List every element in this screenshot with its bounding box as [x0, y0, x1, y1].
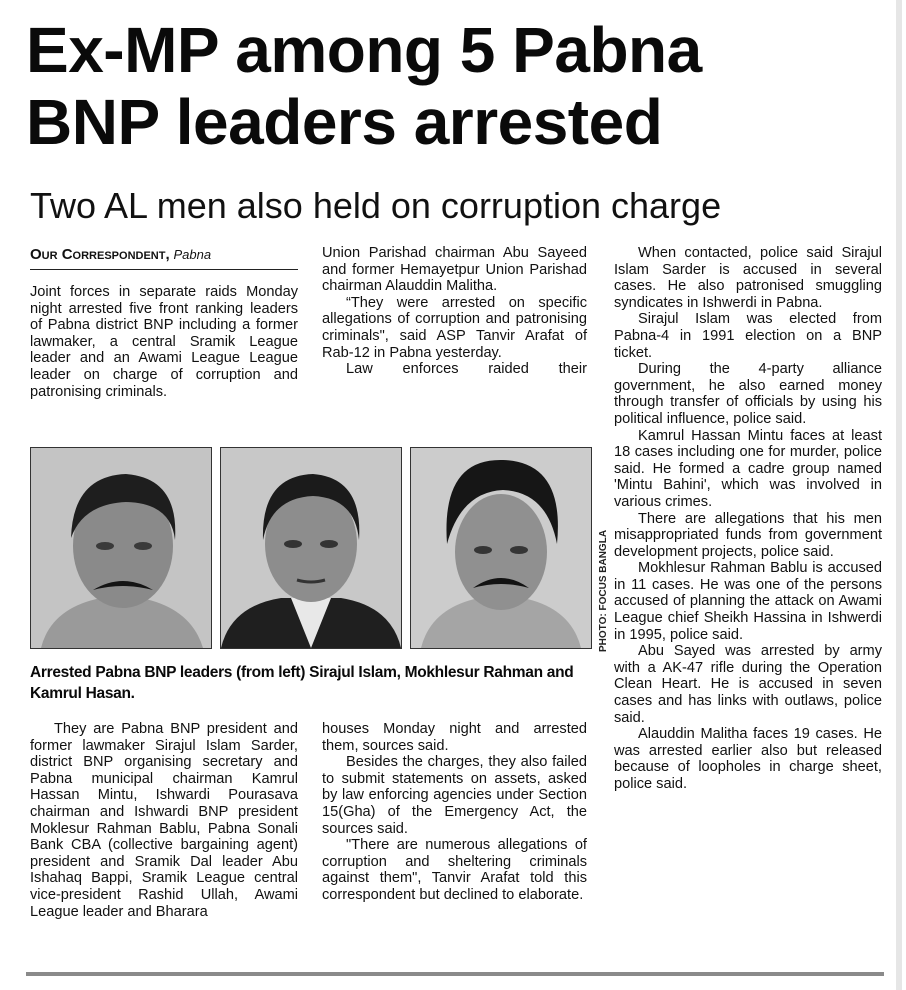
col1-bottom-paragraph: They are Pabna BNP president and former lawmaker Sirajul Islam Sarder, district BNP organising secretary and Pabna municipal chairman Kamrul Hassan Mintu, Ishwardi Pourasava chairman and Ishwardi BNP president Moklesur Rahman Bablu, Pabna Sonali Bank CBA (collective bargaining agent) president and Sramik Dal leader Abu Ishahaq Bappi, Sramik League central vice-president Rashid Ullah, Awami League leader and Bharara [30, 721, 298, 920]
byline [30, 245, 298, 270]
byline-author: Our Correspondent, [30, 246, 170, 263]
col3-paragraph-5: There are allegations that his men misappropriated funds from government development projects, police said. [614, 510, 882, 560]
intro-column [30, 284, 298, 400]
photo-mokhlesur-rahman [220, 447, 402, 649]
col2-top-paragraph-2: “They were arrested on specific allegations of corruption and patronising criminals", said ASP Tanvir Arafat of Rab-12 in Pabna yesterday. [322, 294, 587, 361]
column-3 [614, 245, 882, 793]
col2-top-paragraph-3: Law enforces raided their [346, 361, 587, 378]
photo-sirajul-islam [30, 447, 212, 649]
col2-bottom-paragraph-2: Besides the charges, they also failed to submit statements on assets, asked by law enforcing agencies under Section 15(Gha) of the Emergency Act, the sources said. [322, 754, 587, 837]
col3-paragraph-8: Alauddin Malitha faces 19 cases. He was arrested earlier also but released because of loopholes in charge sheet, police said. [614, 726, 882, 792]
col3-paragraph-3: During the 4-party alliance government, he also earned money through transfer of officials by using his political influence, police said. [614, 361, 882, 427]
subheadline: Two AL men also held on corruption charge [30, 185, 722, 226]
column-2-top [322, 245, 587, 378]
photo-kamrul-hasan [410, 447, 592, 649]
photo-caption: Arrested Pabna BNP leaders (from left) Sirajul Islam, Mokhlesur Rahman and Kamrul Hasan. [30, 664, 574, 702]
headline-line-1: Ex-MP among 5 Pabna [26, 14, 702, 86]
col2-bottom-paragraph-3: "There are numerous allegations of corruption and sheltering criminals against them", Tanvir Arafat told this correspondent but declined to elaborate. [322, 837, 587, 903]
col3-paragraph-2: Sirajul Islam was elected from Pabna-4 in 1991 election on a BNP ticket. [614, 311, 882, 361]
col3-paragraph-1: When contacted, police said Sirajul Islam Sarder is accused in several cases. He also patronised smuggling syndicates in Ishwerdi in Pabna. [614, 245, 882, 311]
headline-line-2: BNP leaders arrested [26, 86, 663, 158]
byline-place: Pabna [173, 247, 212, 262]
bottom-rule [26, 972, 884, 976]
col3-paragraph-7: Abu Sayed was arrested by army with a AK-47 rifle during the Operation Clean Heart. He is accused in seven cases and has links with outlaws, police said. [614, 643, 882, 726]
col2-bottom-paragraph-1: houses Monday night and arrested them, sources said. [322, 721, 587, 754]
column-1-bottom [30, 721, 298, 920]
portrait-3-image [411, 448, 591, 648]
portrait-1-image [31, 448, 211, 648]
photo-credit: PHOTO: FOCUS BANGLA [598, 529, 609, 652]
col2-top-paragraph-1: Union Parishad chairman Abu Sayeed and former Hemayetpur Union Parishad chairman Alauddin Malitha. [322, 245, 587, 295]
col3-paragraph-4: Kamrul Hassan Mintu faces at least 18 cases including one for murder, police said. He formed a cadre group named 'Mintu Bahini', which was involved in various crimes. [614, 427, 882, 510]
right-margin-strip [896, 0, 902, 990]
intro-paragraph: Joint forces in separate raids Monday night arrested five front ranking leaders of Pabna district BNP including a former lawmaker, a central Sramik League leader and an Awami League League leader on charge of corruption and patronising criminals. [30, 284, 298, 400]
headline [26, 14, 896, 158]
col3-paragraph-6: Mokhlesur Rahman Bablu is accused in 11 cases. He was one of the persons accused of planning the attack on Awami League chief Sheikh Hassina in Ishwerdi in 1995, police said. [614, 560, 882, 643]
portrait-2-image [221, 448, 401, 648]
column-2-bottom [322, 721, 587, 904]
